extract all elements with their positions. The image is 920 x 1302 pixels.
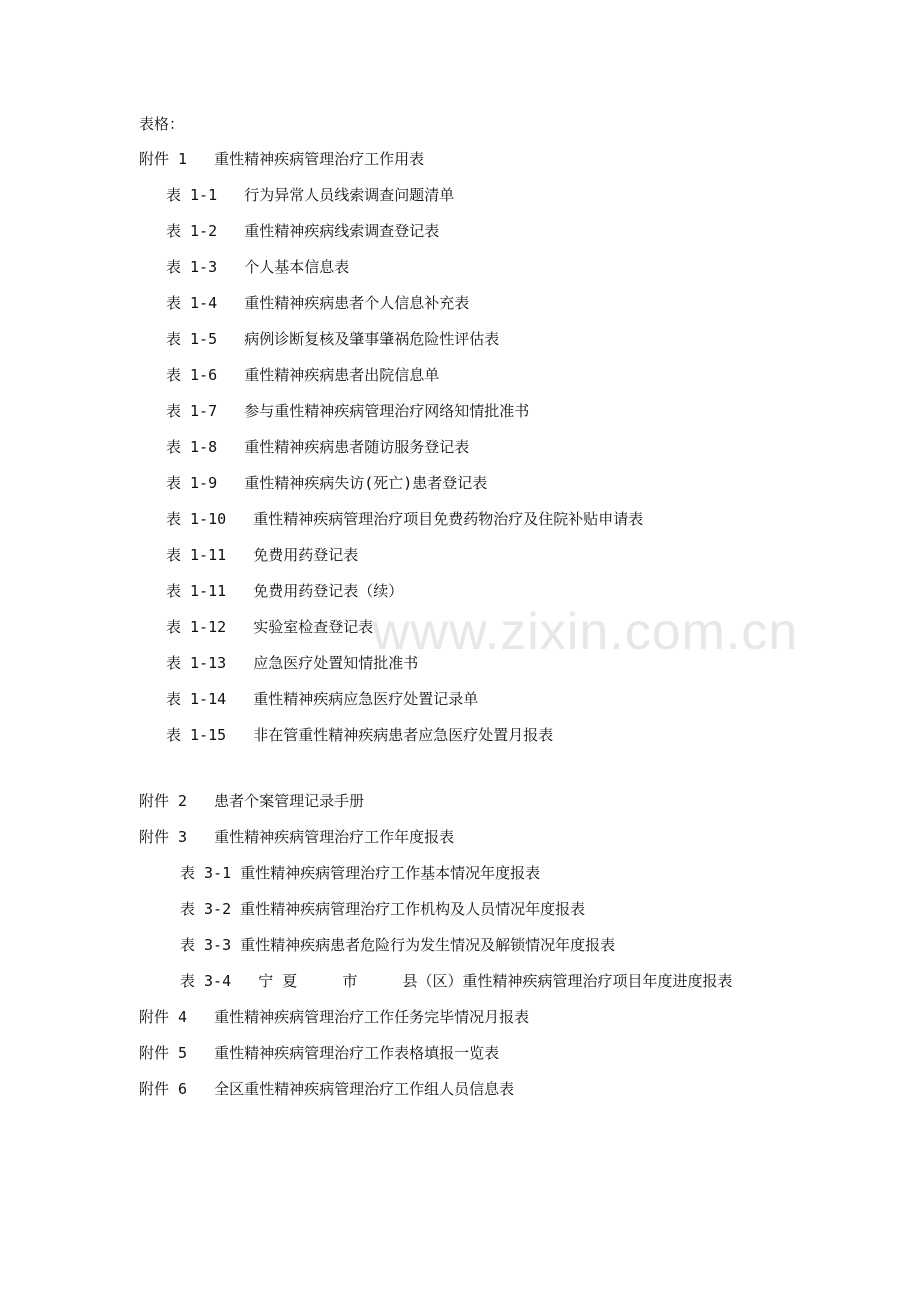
table-item: 表 1-9 重性精神疾病失访(死亡)患者登记表: [166, 474, 488, 492]
attachment-6-title: 附件 6 全区重性精神疾病管理治疗工作组人员信息表: [139, 1080, 515, 1098]
table-item: 表 1-4 重性精神疾病患者个人信息补充表: [166, 294, 470, 312]
attachment-4-title: 附件 4 重性精神疾病管理治疗工作任务完毕情况月报表: [139, 1008, 530, 1026]
attachment-3-title: 附件 3 重性精神疾病管理治疗工作年度报表: [139, 828, 455, 846]
table-item: 表 1-3 个人基本信息表: [166, 258, 350, 276]
table-item: 表 1-1 行为异常人员线索调查问题清单: [166, 186, 455, 204]
table-item: 表 1-2 重性精神疾病线索调查登记表: [166, 222, 440, 240]
table-item: 表 3-2 重性精神疾病管理治疗工作机构及人员情况年度报表: [180, 900, 586, 918]
table-item: 表 1-14 重性精神疾病应急医疗处置记录单: [166, 690, 479, 708]
attachment-1-title: 附件 1 重性精神疾病管理治疗工作用表: [139, 150, 425, 168]
table-item: 表 1-8 重性精神疾病患者随访服务登记表: [166, 438, 470, 456]
table-item: 表 3-3 重性精神疾病患者危险行为发生情况及解锁情况年度报表: [180, 936, 616, 954]
table-item: 表 1-11 免费用药登记表: [166, 546, 359, 564]
table-item: 表 3-4 宁 夏 市 县（区）重性精神疾病管理治疗项目年度进度报表: [180, 972, 733, 990]
watermark: www.zixin.com.cn: [372, 603, 799, 661]
table-item: 表 1-5 病例诊断复核及肇事肇祸危险性评估表: [166, 330, 500, 348]
attachment-2-title: 附件 2 患者个案管理记录手册: [139, 792, 365, 810]
table-item: 表 1-7 参与重性精神疾病管理治疗网络知情批准书: [166, 402, 530, 420]
table-item: 表 1-13 应急医疗处置知情批准书: [166, 654, 419, 672]
table-item: 表 1-12 实验室检查登记表: [166, 618, 374, 636]
attachment-5-title: 附件 5 重性精神疾病管理治疗工作表格填报一览表: [139, 1044, 500, 1062]
table-item: 表 1-6 重性精神疾病患者出院信息单: [166, 366, 440, 384]
table-item: 表 3-1 重性精神疾病管理治疗工作基本情况年度报表: [180, 864, 541, 882]
list-heading: 表格：: [139, 115, 185, 133]
table-item: 表 1-11 免费用药登记表（续）: [166, 582, 404, 600]
table-item: 表 1-10 重性精神疾病管理治疗项目免费药物治疗及住院补贴申请表: [166, 510, 644, 528]
table-item: 表 1-15 非在管重性精神疾病患者应急医疗处置月报表: [166, 726, 554, 744]
